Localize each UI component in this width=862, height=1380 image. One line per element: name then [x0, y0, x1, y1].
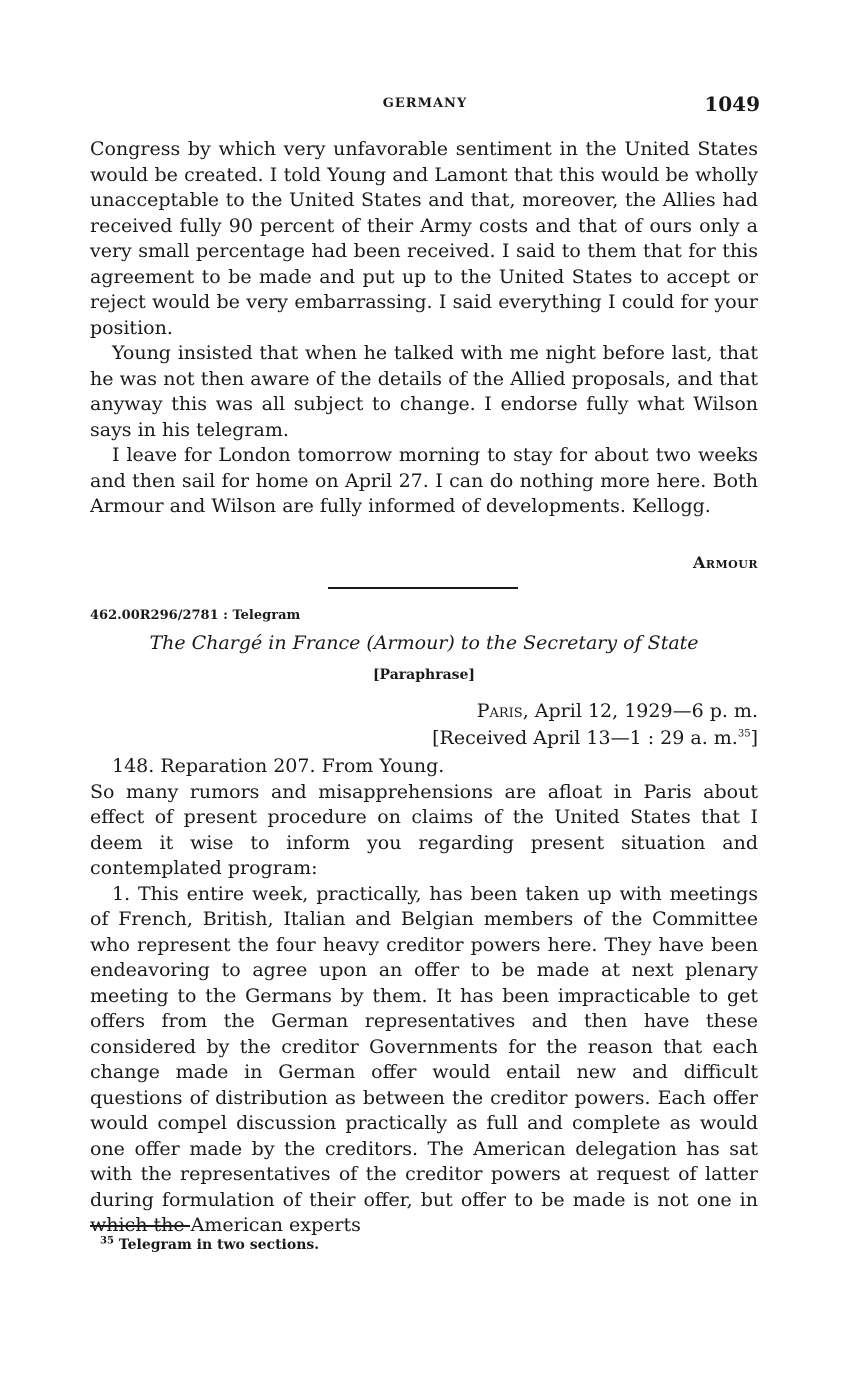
footnote-text: Telegram in two sections.	[118, 1237, 320, 1253]
body-paragraph: I leave for London tomorrow morning to stay for about two weeks and then sail for home on April 27. I can do nothing more here. Both Armour and Wilson are fully informed of developments. Kellogg.	[90, 444, 758, 517]
dateline-place: Paris	[476, 700, 523, 722]
paraphrase-label: [Paraphrase]	[372, 667, 476, 683]
dateline-sent	[432, 698, 758, 725]
running-head-title: GERMANY	[382, 96, 468, 111]
dateline-date: , April 12, 1929—6 p. m.	[522, 700, 758, 722]
file-reference: 462.00R296/2781 : Telegram	[90, 608, 301, 623]
received-text: [Received April 13—1 : 29 a. m.	[432, 727, 738, 749]
page-number: 1049	[704, 92, 760, 116]
body-paragraph: Young insisted that when he talked with me night before last, that he was not then aware of the details of the Allied proposals, and that anyway this was all subject to change. I endorse fully what Wilson says in his telegram.	[90, 342, 758, 441]
body-paragraph: So many rumors and misapprehensions are afloat in Paris about effect of present procedure on claims of the United States that I deem it wise to inform you regarding present situation and contemplated program:	[90, 780, 758, 879]
footnote-ref: 35	[737, 728, 751, 740]
body-paragraph: 1. This entire week, practically, has been taken up with meetings of French, British, Italian and Belgian members of the Committee who represent the four heavy creditor powers here. They have been endeavoring to agree upon an offer to be made at next plenary meeting to the Germans by them. It has been impracticable to get offers from the German representatives and then have these considered by the creditor Governments for the reason that each change made in German offer would entail new and difficult questions of distribution as between the creditor powers. Each offer would compel discussion practically as full and complete as would one offer made by the creditors. The American delegation has sat with the representatives of the creditor powers at request of latter during formulation of their offer, but offer to be made is not one in which the American experts	[90, 882, 758, 1236]
dateline-received	[432, 725, 758, 752]
received-close: ]	[750, 727, 758, 749]
dateline	[432, 698, 758, 752]
footnote-divider	[90, 1225, 190, 1227]
signature: Armour	[692, 553, 758, 572]
telegram-body	[90, 754, 758, 1239]
running-head	[90, 92, 760, 122]
document-heading: The Chargé in France (Armour) to the Secretary of State	[149, 632, 699, 654]
footnote-number: 35	[100, 1235, 114, 1247]
body-paragraph: Congress by which very unfavorable sentiment in the United States would be created. I told Young and Lamont that this would be wholly unacceptable to the United States and that, moreover, the Allies had received fully 90 percent of their Army costs and that of ours only a very small percentage had been received. I said to them that for this agreement to be made and put up to the United States to accept or reject would be very embarrassing. I said everything I could for your position.	[90, 138, 758, 339]
footnote	[100, 1237, 319, 1253]
opening-line: 148. Reparation 207. From Young.	[112, 755, 445, 777]
continuation-text	[90, 137, 758, 520]
section-divider	[328, 587, 518, 589]
